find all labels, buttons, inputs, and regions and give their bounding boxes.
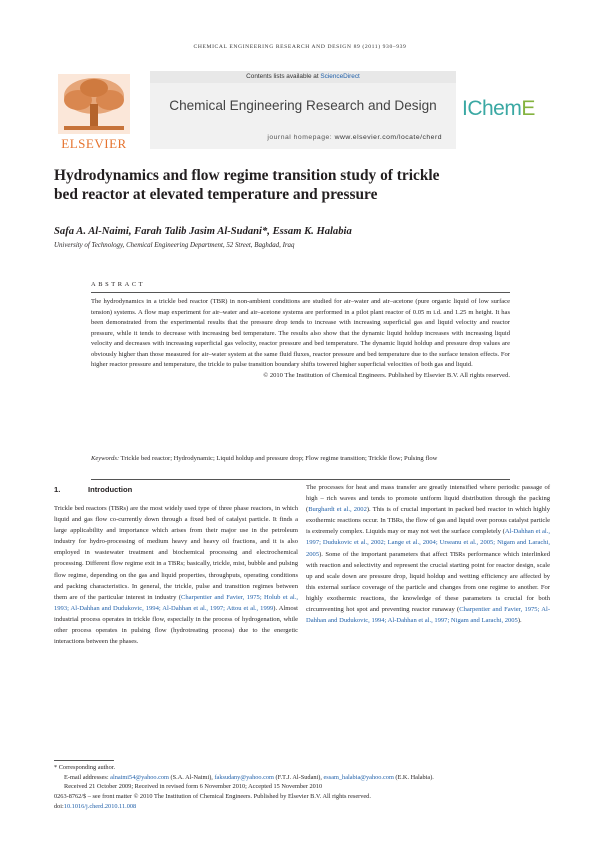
abstract-top-rule — [91, 292, 510, 293]
email-link-2[interactable]: faksudany@yahoo.com — [214, 773, 274, 781]
email-link-3[interactable]: essam_halabia@yahoo.com — [323, 773, 394, 781]
section-number: 1. — [54, 485, 61, 494]
footnotes — [54, 763, 554, 812]
abstract-heading: ABSTRACT — [91, 281, 146, 288]
body-text: ). Some of the important parameters that affect TBRs performance which interlinked with reaction and selectivity and represent the crucial starting point for reactor design, scale up and scale down are pressure drop, liquid holdup and wetting efficiency are affected by this external surface coverage of the particle and changes from one regime to another. For highly exothermic reactions, the knowledge of these parameters is crucial for both circumventing hot spot and preventing reactor runaway ( — [306, 550, 550, 614]
sciencedirect-link[interactable]: ScienceDirect — [320, 73, 360, 80]
running-head: CHEMICAL ENGINEERING RESEARCH AND DESIGN 89 (2011) 930–939 — [193, 44, 407, 50]
body-text: The processes for heat and mass transfer are greatly intensified where periodic passage of high – rich waves and tends to promote uniform liquid distribution through the packing ( — [306, 484, 550, 514]
society-logo-e: E — [521, 97, 535, 120]
journal-homepage — [150, 134, 456, 141]
abstract-copyright: © 2010 The Institution of Chemical Engineers. Published by Elsevier B.V. All rights reserved. — [263, 371, 510, 379]
body-text: ). — [517, 617, 522, 625]
intro-paragraph-2 — [306, 482, 550, 626]
citation-link[interactable]: Charpentier and Favier, 1975; Al-Dahhan and Dudukovic, 1994; Al-Dahhan et al., 1997; Nigam and Larachi, 2005 — [306, 606, 551, 625]
citation-link[interactable]: Burghardt et al., 2002 — [308, 506, 367, 514]
email-link-1[interactable]: alnaimi54@yahoo.com — [110, 773, 169, 781]
doi-link[interactable]: 10.1016/j.cherd.2010.11.008 — [63, 802, 137, 810]
body-text: ). This is of crucial important in packed bed reactor in which highly exothermic reactions occur. In TBRs, the flow of gas and liquid over porous catalyst particle is extremely complex. Liquids may or may not wet the surface completely ( — [306, 506, 551, 536]
body-column-left — [54, 503, 298, 647]
keywords — [91, 454, 510, 465]
email-name-3: (E.K. Halabia). — [393, 773, 434, 781]
body-text: Trickle bed reactors (TBRs) are the most widely used type of three phase reactors, in which liquid and gas flow co-currently down through a fixed bed of catalyst particle. It finds a large applicability and importance which arises from their major use in the petroleum industry for hydro-processing of medium heavy and heavy oil fractions, and it is also employed in wastewater treatment and biochemical processing and electrochemical processing. Different flow regime exit in a TBRs; basically, trickle, mist, bubble and pulsing flow regime, depending on the gas and liquid properties, throughputs, operating conditions and packing characteristics. In general, the trickle, pulse and transition regimes between them are of the particular interest in industry ( — [54, 505, 298, 601]
tree-icon — [44, 70, 144, 136]
abstract-bottom-rule — [91, 479, 510, 480]
section-heading — [54, 485, 132, 494]
intro-paragraph-1 — [54, 503, 298, 647]
body-text: ). Almost industrial process operates in trickle flow, especially in the process of hydrogenation, while other process operates in pulsing flow (hydrotreating process) due to the energetic interactions between the phases. — [54, 604, 299, 646]
author-list: Safa A. Al-Naimi, Farah Talib Jasim Al-Sudani*, Essam K. Halabia — [54, 226, 352, 237]
email-line — [54, 773, 554, 783]
affiliation: University of Technology, Chemical Engineering Department, 52 Street, Baghdad, Iraq — [54, 242, 295, 249]
email-label: E-mail addresses: — [64, 773, 111, 781]
title-line-1: Hydrodynamics and flow regime transition study of trickle — [54, 167, 440, 184]
keywords-label: Keywords: — [91, 455, 120, 462]
homepage-link[interactable]: www.elsevier.com/locate/cherd — [334, 134, 442, 141]
email-name-1: (S.A. Al-Naimi), — [168, 773, 215, 781]
section-title: Introduction — [88, 485, 133, 494]
issn-line: 0263-8762/$ – see front matter © 2010 The Institution of Chemical Engineers. Published by Elsevier B.V. All rights reserved. — [54, 793, 371, 801]
keywords-list: Trickle bed reactor; Hydrodynamic; Liquid holdup and pressure drop; Flow regime transition; Trickle flow; Pulsing flow — [119, 455, 438, 462]
body-column-right — [306, 482, 550, 626]
contents-strip — [150, 71, 456, 83]
citation-link[interactable]: Al-Dahhan et al., 1997; Dudukovic et al., 2002; Lange et al., 2004; Urseanu et al., 2005; Nigam and Larachi, 2005 — [306, 528, 550, 558]
journal-title: Chemical Engineering Research and Design — [169, 98, 437, 113]
society-logo — [462, 97, 562, 121]
publisher-logo-text: ELSEVIER — [61, 136, 127, 151]
homepage-prefix: journal homepage: — [267, 134, 335, 141]
footnote-rule — [54, 760, 114, 761]
citation-link[interactable]: Charpentier and Favier, 1975; Holub et al., 1993; Al-Dahhan and Dudukovic, 1994; Al-Dahhan et al., 1997; Attou et al., 1999 — [54, 593, 298, 612]
email-name-2: (F.T.J. Al-Sudani), — [273, 773, 324, 781]
abstract-body — [91, 297, 510, 381]
doi-line — [54, 802, 554, 812]
doi-label: doi: — [54, 802, 64, 810]
society-logo-text: IChem — [462, 97, 522, 120]
abstract-text: The hydrodynamics in a trickle bed reactor (TBR) in non-ambient conditions are studied for air–water and air–acetone (pure organic liquid of low surface tension) systems. A flow map experiment for air–water and air–acetone systems are performed in a pilot plant reactor of 0.05 m i.d. and 1.25 m height. It has been demonstrated from the experimental results that the pressure drop tends to increase with increasing superficial gas and liquid velocity and reactor pressure, while it tends to decrease with increasing bed temperature. The results also show that the dynamic liquid holdup increases with increasing liquid velocity and decreases with increasing superficial gas velocity, reactor pressure and bed temperature. The dynamic liquid holdup and pressure drop values are obviously higher than those measured for air–water system at the same fluid fluxes, reactor pressure and bed temperature due to the surface tension effects. For higher reactor pressure and temperature, the trickle to pulse transition boundary shifts towered higher superficial velocities of both gas and liquid. — [91, 298, 510, 369]
corresponding-note: * Corresponding author. — [54, 764, 116, 771]
contents-prefix: Contents lists available at — [246, 73, 321, 80]
article-title — [54, 166, 554, 204]
title-line-2: bed reactor at elevated temperature and pressure — [54, 186, 378, 203]
received-dates: Received 21 October 2009; Received in revised form 6 November 2010; Accepted 15 November 2010 — [64, 783, 323, 791]
